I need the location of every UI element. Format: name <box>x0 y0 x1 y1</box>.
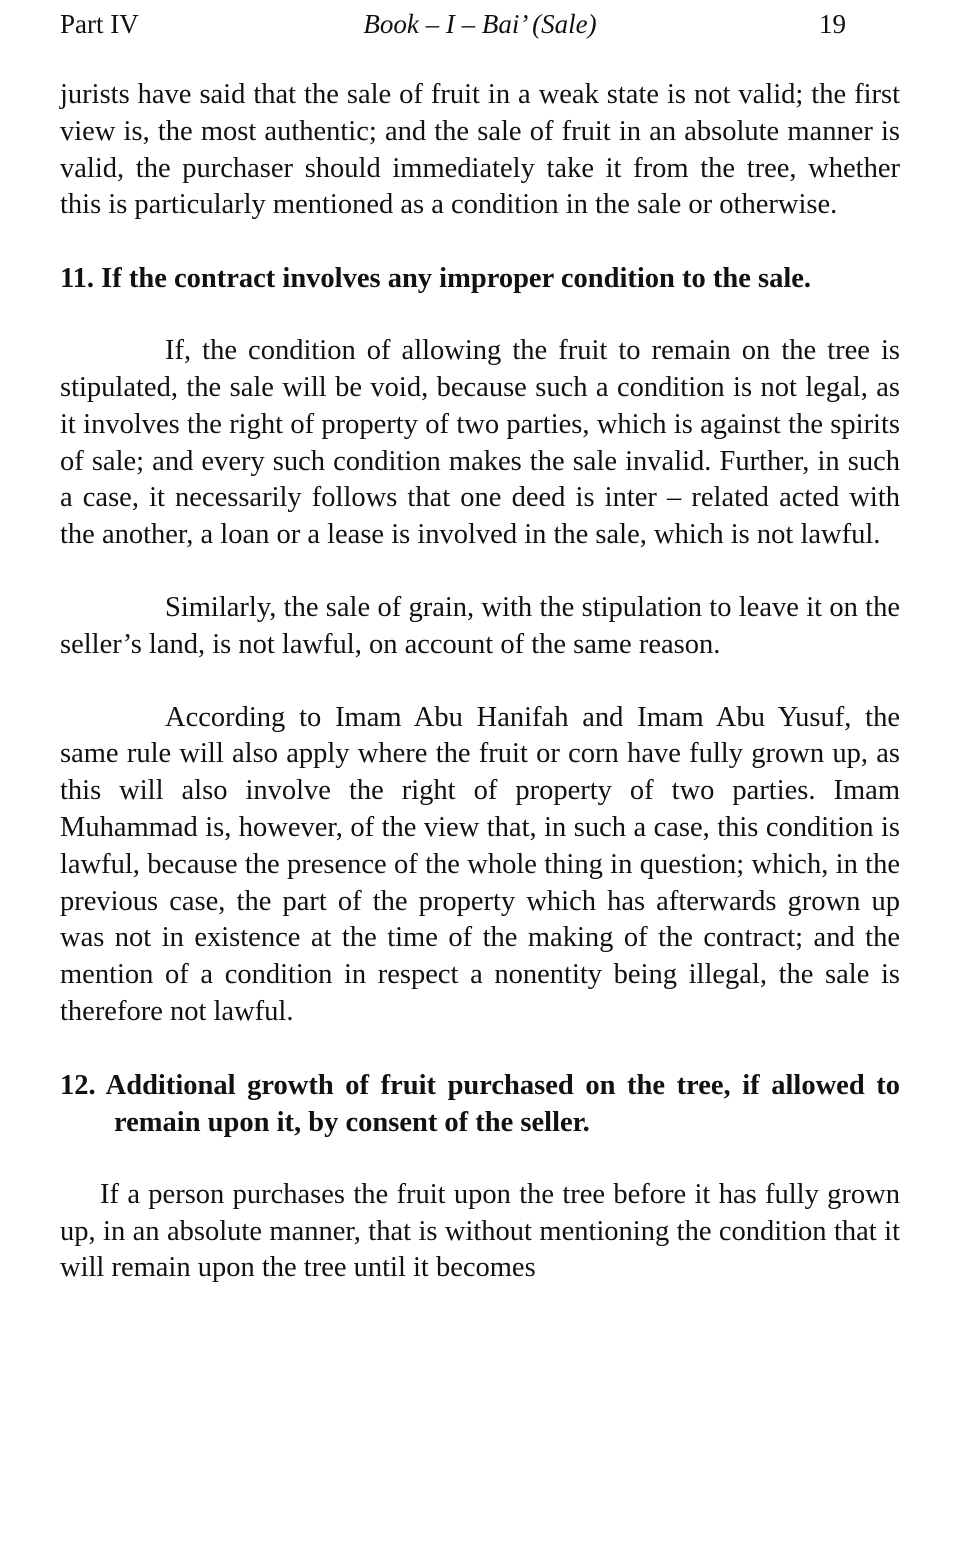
header-title: Book – I – Bai’ (Sale) <box>363 9 597 39</box>
section-heading-11: 11. If the contract involves any improper condition to the sale. <box>60 263 812 295</box>
section-heading-12: 12. Additional growth of fruit purchased on the tree, if allowed to remain upon it, by consent of the seller. <box>60 1069 900 1138</box>
paragraph-grain-sale: Similarly, the sale of grain, with the stipulation to leave it on the seller’s land, is not lawful, on account of the same reason. <box>60 591 900 660</box>
page-number: 19 <box>819 9 846 39</box>
header-part: Part IV <box>60 9 139 39</box>
paragraph-continuation: jurists have said that the sale of fruit in a weak state is not valid; the first view is, the most authentic; and the sale of fruit in an absolute manner is valid, the purchaser should immediately take it from the tree, whether this is particularly mentioned as a condition in the sale or otherwise. <box>60 79 900 221</box>
paragraph-additional-growth: If a person purchases the fruit upon the tree before it has fully grown up, in an absolute manner, that is without mentioning the condition that it will remain upon the tree until it becomes <box>60 1178 900 1284</box>
paragraph-void-condition: If, the condition of allowing the fruit to remain on the tree is stipulated, the sale will be void, because such a condition is not legal, as it involves the right of property of two parties, which is against the spirits of sale; and every such condition makes the sale invalid. Further, in such a case, it necessarily follows that one deed is inter – related acted with the another, a loan or a lease is involved in the sale, which is not lawful. <box>60 335 900 551</box>
running-header <box>60 4 900 44</box>
paragraph-imam-views: According to Imam Abu Hanifah and Imam Abu Yusuf, the same rule will also apply where the fruit or corn have fully grown up, as this will also involve the right of property of two parties. Imam Muhammad is, however, of the view that, in such a case, this condition is lawful, because the presence of the whole thing in question; which, in the previous case, the part of the property which has afterwards grown up was not in existence at the time of the making of the contract; and the mention of a condition in respect a nonentity being illegal, the sale is therefore not lawful. <box>60 701 900 1027</box>
body-text <box>60 77 900 1287</box>
document-page <box>60 0 900 1550</box>
